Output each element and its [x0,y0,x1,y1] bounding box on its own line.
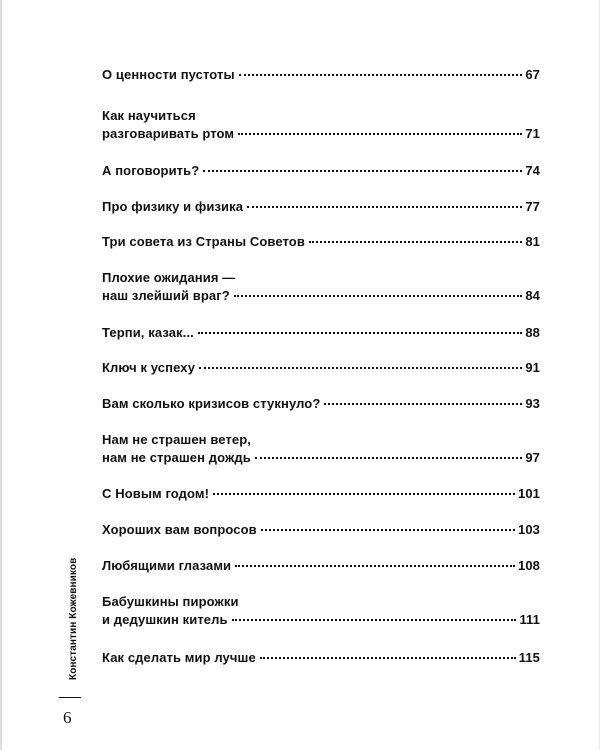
dot-leader [247,206,522,208]
toc-entry-page: 67 [525,67,540,82]
toc-entry-title: Терпи, казак... [102,325,194,340]
toc-entry-title: наш злейший враг? [102,288,230,303]
toc-entry[interactable] [102,107,540,143]
toc-entry-page: 103 [518,522,540,537]
dot-leader [213,493,515,495]
footer-rule [59,697,81,698]
toc-entry-title-line: Плохие ожидания — [102,270,236,285]
toc-entry-page: 81 [525,234,540,249]
toc-entry[interactable] [102,162,540,180]
dot-leader [199,367,522,369]
toc-entry-page: 91 [525,360,540,375]
toc-entry-title: нам не страшен дождь [102,450,251,465]
toc-entry-page: 84 [525,288,540,303]
toc-entry-page: 77 [525,199,540,214]
toc-entry-title: Как сделать мир лучше [102,650,256,665]
toc-entry[interactable] [102,198,540,216]
page-number: 6 [63,708,72,727]
toc-entry-title-line: Как научиться [102,108,196,123]
toc-entry-title: Любящими глазами [102,558,232,573]
dot-leader [239,74,523,76]
toc-entry[interactable] [102,66,540,84]
toc-entry-title: Хороших вам вопросов [102,522,257,537]
dot-leader [238,133,522,135]
toc-entry-title: Про физику и физика [102,199,244,214]
dot-leader [255,457,523,459]
toc-entry[interactable] [102,521,540,539]
toc-entry[interactable] [102,395,540,413]
toc-entry-page: 71 [525,126,540,141]
toc-entry-title: О ценности пустоты [102,67,235,82]
toc-entry[interactable] [102,557,540,575]
toc-entry-page: 97 [525,450,540,465]
toc-entry-title: С Новым годом! [102,486,210,501]
dot-leader [324,403,522,405]
dot-leader [234,295,523,297]
toc-entry[interactable] [102,593,540,629]
toc-entry-title: разговаривать ртом [102,126,235,141]
toc-entry[interactable] [102,431,540,467]
toc-entry[interactable] [102,233,540,251]
toc-entry[interactable] [102,324,540,342]
dot-leader [309,241,522,243]
dot-leader [261,529,515,531]
toc-entry-page: 115 [518,650,540,665]
toc-entry-title: Вам сколько кризисов стукнуло? [102,396,321,411]
toc-entry[interactable] [102,269,540,305]
toc-entry-title: Три совета из Страны Советов [102,234,305,249]
dot-leader [198,332,523,334]
toc-entry-title: Ключ к успеху [102,360,196,375]
dot-leader [232,619,517,621]
toc-entry-page: 108 [518,558,540,573]
toc-entry[interactable] [102,359,540,377]
toc-entry-page: 101 [518,486,540,501]
toc-entry[interactable] [102,485,540,503]
toc-entry-title: А поговорить? [102,163,200,178]
toc-entry-page: 93 [525,396,540,411]
toc-entry-title-line: Нам не страшен ветер, [102,432,251,447]
dot-leader [235,565,515,567]
toc-entry-title: и дедушкин китель [102,612,228,627]
running-author-name: Константин Кожевников [68,557,79,680]
toc-entry-page: 88 [525,325,540,340]
toc-entry-page: 74 [525,163,540,178]
toc-entry-title-line: Бабушкины пирожки [102,594,239,609]
dot-leader [260,657,516,659]
toc-entry[interactable] [102,649,540,667]
toc-entry-page: 111 [519,612,540,627]
dot-leader [203,170,522,172]
